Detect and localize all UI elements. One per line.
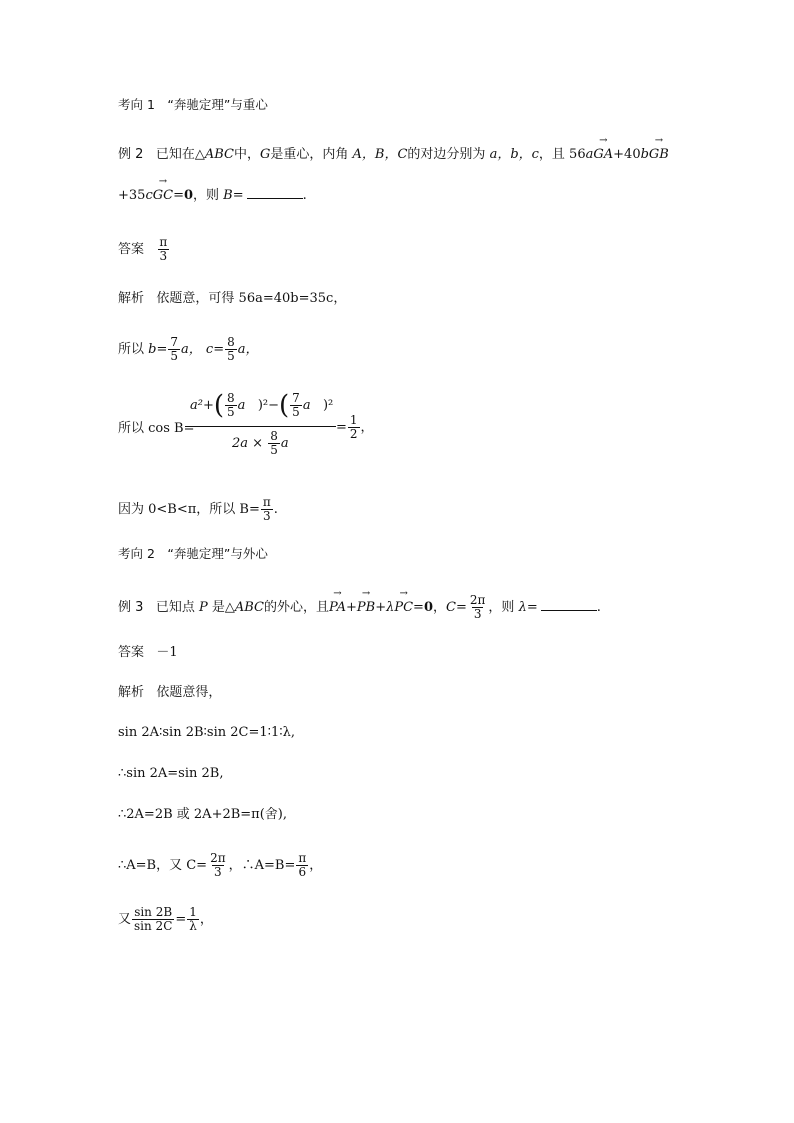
text: ， bbox=[309, 858, 323, 873]
denominator: 3 bbox=[263, 509, 271, 523]
answer-label: 答案 bbox=[118, 242, 145, 257]
text: ，则 bbox=[488, 600, 515, 615]
denominator: 5 bbox=[227, 405, 235, 419]
text: 又 bbox=[118, 912, 132, 927]
paren: ( bbox=[279, 390, 290, 421]
vector-pc: → PC bbox=[394, 599, 413, 617]
vector-gc: → GC bbox=[153, 187, 173, 205]
answer-label: 答案 bbox=[118, 645, 145, 660]
denominator: 5 bbox=[292, 405, 300, 419]
answer-value: －1 bbox=[156, 645, 178, 660]
text: = bbox=[455, 600, 467, 615]
text: 已知在△ bbox=[155, 147, 205, 162]
vector-ga: → GA bbox=[593, 146, 613, 164]
text: a bbox=[237, 398, 246, 413]
triangle-name: ABC bbox=[204, 147, 234, 162]
solution-label: 解析 bbox=[118, 685, 145, 700]
example-3-line bbox=[118, 594, 601, 621]
fraction bbox=[468, 594, 488, 621]
answer-blank bbox=[541, 598, 597, 611]
section-heading-1: 考向 1 “奔驰定理”与重心 bbox=[118, 97, 268, 112]
cosb-result bbox=[336, 414, 374, 441]
text: . bbox=[596, 600, 601, 615]
text: + bbox=[345, 600, 357, 615]
text: a²+ bbox=[190, 398, 214, 413]
denominator: 2 bbox=[349, 427, 358, 441]
text: a bbox=[280, 436, 289, 451]
text: +40 bbox=[613, 147, 641, 162]
answer-blank bbox=[247, 186, 303, 199]
text: = bbox=[173, 188, 184, 203]
answer-2 bbox=[118, 236, 170, 263]
vars-sides: a，b，c bbox=[489, 147, 539, 162]
text: )²− bbox=[257, 398, 280, 413]
var-lambda: λ bbox=[518, 600, 527, 615]
text: 是△ bbox=[211, 600, 235, 615]
solution-3-line-3: ∴sin 2A=sin 2B, bbox=[118, 766, 224, 781]
text: 所以 bbox=[118, 342, 145, 357]
numerator: 7 bbox=[170, 335, 179, 349]
fraction bbox=[290, 392, 302, 419]
text: a bbox=[302, 398, 311, 413]
text: c= bbox=[205, 342, 225, 357]
numerator: π bbox=[262, 495, 271, 509]
answer-fraction bbox=[157, 236, 169, 263]
text: ， bbox=[360, 420, 374, 435]
example-2-label: 例 2 bbox=[118, 147, 144, 162]
paren: ( bbox=[213, 390, 225, 421]
text: ，则 bbox=[193, 188, 220, 203]
text: 是重心，内角 bbox=[270, 147, 349, 162]
var-c: c bbox=[145, 188, 153, 203]
solution-2-line-2 bbox=[118, 336, 259, 363]
var-p: P bbox=[198, 600, 208, 615]
text: +35 bbox=[118, 188, 146, 203]
text: 因为 0<B<π，所以 B= bbox=[118, 502, 260, 517]
fraction bbox=[268, 430, 280, 457]
text: = bbox=[232, 188, 244, 203]
solution-3-line-2: sin 2A∶sin 2B∶sin 2C=1∶1∶λ, bbox=[118, 725, 296, 740]
numerator: 8 bbox=[227, 335, 235, 349]
fraction bbox=[187, 906, 199, 933]
denominator: λ bbox=[189, 919, 197, 933]
example-2-line-2 bbox=[118, 186, 307, 205]
text: = bbox=[175, 912, 187, 927]
numerator: 2π bbox=[210, 851, 226, 865]
denominator: 5 bbox=[170, 349, 179, 363]
text: a， bbox=[237, 342, 259, 357]
text: 已知点 bbox=[155, 600, 195, 615]
fraction bbox=[132, 906, 174, 933]
text: 依题意，可得 56a=40b=35c， bbox=[156, 291, 347, 306]
denominator: 6 bbox=[298, 865, 307, 879]
fraction bbox=[225, 336, 237, 363]
denominator: 3 bbox=[214, 865, 222, 879]
fraction bbox=[261, 496, 273, 523]
text: . bbox=[273, 502, 278, 517]
fraction bbox=[296, 852, 308, 879]
text: 的对边分别为 bbox=[407, 147, 486, 162]
solution-3-line-4: ∴2A=2B 或 2A+2B=π(舍), bbox=[118, 807, 288, 822]
var-B: B bbox=[223, 188, 233, 203]
text: + bbox=[375, 600, 387, 615]
numerator: sin 2B bbox=[134, 905, 173, 919]
fraction bbox=[225, 392, 237, 419]
zero-vector: 0 bbox=[423, 600, 433, 615]
text: = bbox=[413, 600, 424, 615]
numerator: 7 bbox=[292, 391, 300, 405]
numerator: 1 bbox=[189, 905, 197, 919]
denominator: 5 bbox=[227, 349, 235, 363]
cosb-numerator bbox=[190, 392, 333, 419]
denominator: sin 2C bbox=[134, 919, 173, 933]
solution-2-line-1 bbox=[118, 290, 346, 308]
example-2-line-1 bbox=[118, 146, 669, 164]
text: 2a × bbox=[232, 436, 264, 451]
solution-2-line-4 bbox=[118, 496, 278, 523]
text: b= bbox=[148, 342, 168, 357]
var-lambda: λ bbox=[386, 600, 395, 615]
text: ，且 56 bbox=[538, 147, 586, 162]
var-b: b bbox=[640, 147, 649, 162]
zero-vector: 0 bbox=[183, 188, 194, 203]
text: ∴A=B，又 C= bbox=[118, 858, 208, 873]
solution-2-line-3-label: 所以 cos B= bbox=[118, 421, 195, 436]
numerator: 1 bbox=[349, 413, 358, 427]
section-heading-2: 考向 2 “奔驰定理”与外心 bbox=[118, 546, 268, 561]
cosb-denominator bbox=[232, 430, 289, 457]
text: = bbox=[526, 600, 538, 615]
text: ，∴A=B= bbox=[228, 858, 296, 873]
numerator: π bbox=[298, 851, 307, 865]
text: . bbox=[302, 188, 307, 203]
solution-3-line-1 bbox=[118, 684, 221, 702]
vector-gb: → GB bbox=[649, 146, 669, 164]
triangle-name: ABC bbox=[234, 600, 264, 615]
denominator: 3 bbox=[473, 607, 482, 621]
fraction bbox=[208, 852, 228, 879]
var-c: C bbox=[446, 600, 456, 615]
example-3-label: 例 3 bbox=[118, 600, 144, 615]
fraction bbox=[348, 414, 360, 441]
text: ， bbox=[199, 912, 213, 927]
solution-3-line-6 bbox=[118, 906, 213, 933]
solution-label: 解析 bbox=[118, 291, 145, 306]
text: a， bbox=[181, 342, 202, 357]
numerator: π bbox=[159, 235, 168, 249]
text: = bbox=[336, 420, 347, 435]
numerator: 8 bbox=[227, 391, 235, 405]
denominator: 5 bbox=[270, 443, 278, 457]
var-a: a bbox=[585, 147, 594, 162]
text: ， bbox=[433, 600, 447, 615]
text: 依题意得， bbox=[156, 685, 222, 700]
var-g: G bbox=[259, 147, 271, 162]
solution-3-line-5 bbox=[118, 852, 322, 879]
text: )² bbox=[322, 398, 334, 413]
vars-angles: A，B，C bbox=[352, 147, 408, 162]
text: 中， bbox=[233, 147, 260, 162]
numerator: 8 bbox=[270, 429, 278, 443]
vector-pb: → PB bbox=[357, 599, 375, 617]
vector-pa: → PA bbox=[329, 599, 346, 617]
answer-3 bbox=[118, 644, 178, 662]
text: 的外心，且 bbox=[264, 600, 330, 615]
fraction bbox=[168, 336, 180, 363]
denominator: 3 bbox=[159, 249, 168, 263]
numerator: 2π bbox=[469, 593, 486, 607]
fraction-bar bbox=[186, 426, 336, 427]
